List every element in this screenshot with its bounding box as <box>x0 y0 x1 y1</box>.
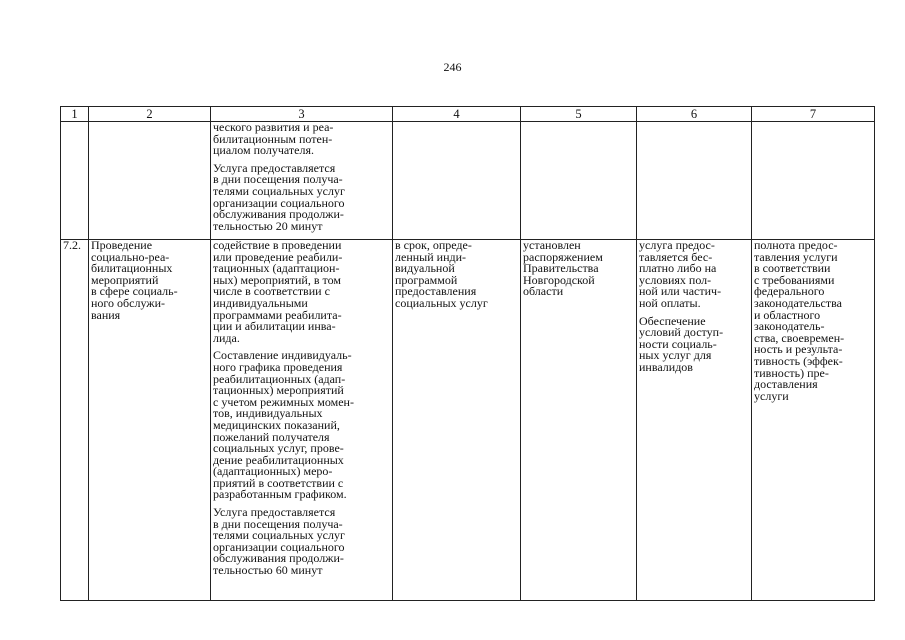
column-header: 7 <box>752 107 875 122</box>
conditions-paragraph: Обеспечение условий доступ- ности социаль- ных услуг для инвалидов <box>639 313 724 374</box>
cell-timing <box>393 122 521 240</box>
cell-conditions <box>637 240 752 601</box>
description-paragraph: Услуга предоставляется в дни посещения получа- телями социальных услуг организации социального обслуживания продолжи- тельностью 20 минут <box>213 160 345 233</box>
cell-name <box>89 122 211 240</box>
cell-quality: полнота предос- тавления услуги в соответствии с требованиями федерального законодательства и областного законодатель- ства, своевремен- ность и результа- тивность (эффек- тивность) пре- доставления услуги <box>752 240 875 601</box>
cell-name: Проведение социально-реа- билитационных мероприятий в сфере социаль- ного обслужи- вания <box>89 240 211 601</box>
cell-conditions <box>637 122 752 240</box>
page-number: 246 <box>443 60 462 74</box>
description-paragraph: содействие в проведении или проведение реабили- тационных (адаптацион- ных) мероприятий, в том числе в соответствии с индивидуальными программами реабилита- ции и абилитации инва- лида. <box>213 238 343 345</box>
cell-number <box>61 122 89 240</box>
description-paragraph: ческого развития и реа- билитационным потен- циалом получателя. <box>213 120 334 158</box>
cell-description <box>211 240 393 601</box>
cell-timing: в срок, опреде- ленный инди- видуальной программой предоставления социальных услуг <box>393 240 521 601</box>
services-table <box>60 106 875 601</box>
column-header: 1 <box>61 107 89 122</box>
cell-description <box>211 122 393 240</box>
cell-number: 7.2. <box>61 240 89 601</box>
header-row <box>61 107 875 122</box>
column-header: 4 <box>393 107 521 122</box>
table-row <box>61 122 875 240</box>
column-header: 3 <box>211 107 393 122</box>
table-row <box>61 240 875 601</box>
cell-cost: установлен распоряжением Правительства Новгородской области <box>521 240 637 601</box>
column-header: 6 <box>637 107 752 122</box>
column-header: 2 <box>89 107 211 122</box>
description-paragraph: Составление индивидуаль- ного графика проведения реабилитационных (адап- тационных) мероприятий с учетом режимных момен- тов, индивидуальных медицинских показаний, пожеланий получателя социальных услуг, прове- дение реабилитационных (адаптационных) меро- приятий в соответствии с разработанным графиком. <box>213 348 354 502</box>
description-paragraph: Услуга предоставляется в дни посещения получа- телями социальных услуг организации социального обслуживания продолжи- тельностью 60 минут <box>213 505 345 578</box>
cell-cost <box>521 122 637 240</box>
column-header: 5 <box>521 107 637 122</box>
conditions-paragraph: услуга предос- тавляется бес- платно либо на условиях пол- ной или частич- ной оплаты. <box>639 238 722 310</box>
cell-quality <box>752 122 875 240</box>
